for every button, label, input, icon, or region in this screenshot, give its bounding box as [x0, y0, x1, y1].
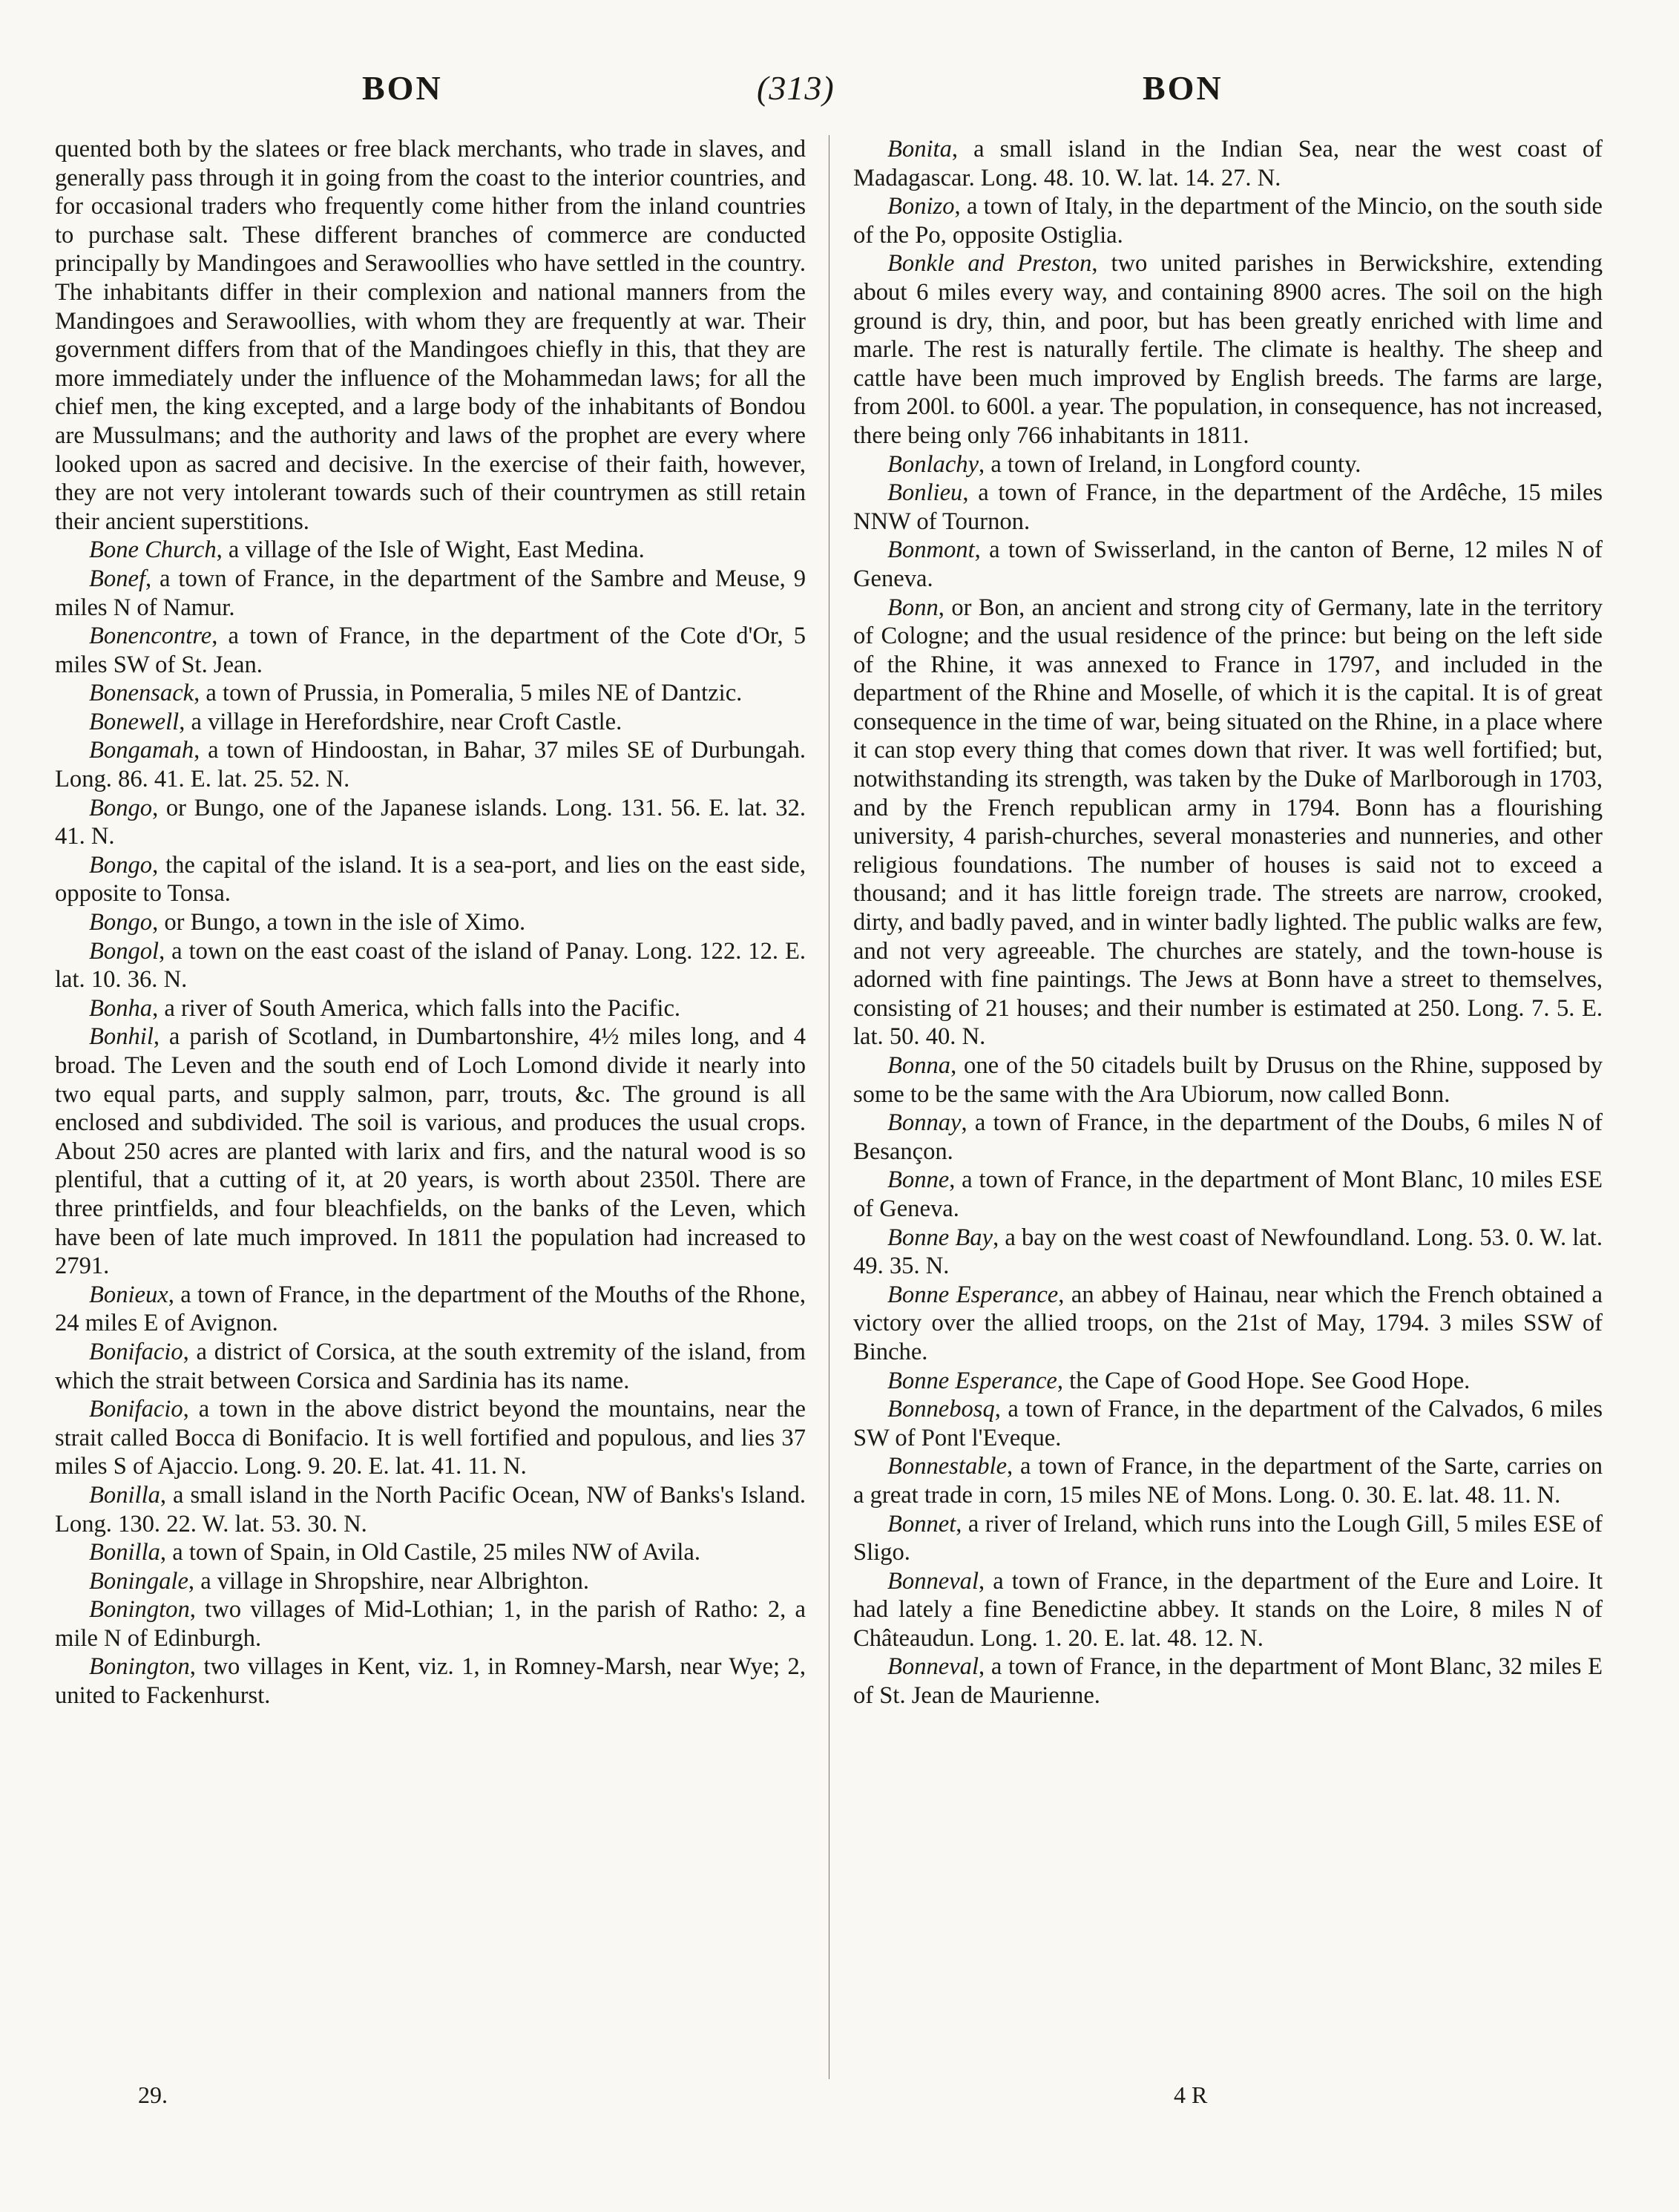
entry-text: , two villages in Kent, viz. 1, in Romney-Marsh, near Wye; 2, united to Fackenhurst.: [55, 1653, 806, 1710]
gazetteer-entry: [55, 908, 806, 937]
gazetteer-entry: [853, 1653, 1603, 1710]
entry-text: , a town of France, in the department of the Sambre and Meuse, 9 miles N of Namur.: [55, 565, 806, 621]
entry-text: , two united parishes in Berwickshire, extending about 6 miles every way, and containing 8900 acres. The soil on the high ground is dry, thin, and poor, but has been greatly enriched with lime and marle. The rest is naturally fertile. The climate is healthy. The sheep and cattle have been much improved by English breeds. The farms are large, from 200l. to 600l. a year. The population, in consequence, has not increased, there being only 766 inhabitants in 1811.: [853, 250, 1603, 449]
entry-headword: Bonilla: [89, 1481, 160, 1509]
running-head-right: BON: [1143, 69, 1223, 107]
entry-headword: Bonne Esperance: [887, 1281, 1059, 1308]
entry-text: , a town of Ireland, in Longford county.: [979, 450, 1361, 478]
entry-headword: Bonneval: [887, 1567, 979, 1595]
gazetteer-entry: [55, 679, 806, 708]
gazetteer-entry: [55, 1595, 806, 1653]
entry-text: , an abbey of Hainau, near which the French obtained a victory over the allied troops, on the 21st of May, 1794. 3 miles SSW of Binche.: [853, 1281, 1603, 1365]
gazetteer-entry: [853, 1567, 1603, 1653]
gazetteer-entry: [853, 249, 1603, 450]
gazetteer-entry: [55, 1281, 806, 1338]
entry-text: , a district of Corsica, at the south extremity of the island, from which the strait between Corsica and Sardinia has its name.: [55, 1338, 806, 1394]
gazetteer-entry: [853, 1051, 1603, 1109]
entry-text: , two villages of Mid-Lothian; 1, in the parish of Ratho: 2, a mile N of Edinburgh.: [55, 1596, 806, 1652]
entry-text: , or Bon, an ancient and strong city of Germany, late in the territory of Cologne; and the usual residence of the prince: but being on the left side of the Rhine, it was annexed to France in 1797, and included in the department of the Rhine and Moselle, of which it is the capital. It is of great consequence in the time of war, being situated on the Rhine, in a place where it can stop every thing that comes down that river. It was well fortified; but, notwithstanding its strength, was taken by the Duke of Marlborough in 1703, and by the French republican army in 1794. Bonn has a flourishing university, 4 parish-churches, several monasteries and nunneries, and other religious foundations. The number of houses is said not to exceed a thousand; and it has little foreign trade. The streets are narrow, crooked, dirty, and badly paved, and in winter badly lighted. The public walks are few, and not very agreeable. The churches are stately, and the town-house is adorned with fine paintings. The Jews at Bonn have a street to themselves, consisting of 21 houses; and their number is estimated at 250. Long. 7. 5. E. lat. 50. 40. N.: [853, 594, 1603, 1051]
entry-text: , the capital of the island. It is a sea-port, and lies on the east side, opposite to Tonsa.: [55, 851, 806, 908]
gazetteer-entry: [55, 736, 806, 793]
entry-headword: Bongo: [89, 851, 153, 879]
entry-headword: Bone Church: [89, 536, 217, 564]
gazetteer-entry: [55, 1481, 806, 1538]
entry-text: , a town of Italy, in the department of the Mincio, on the south side of the Po, opposite Ostiglia.: [853, 193, 1603, 249]
running-head-left: BON: [362, 69, 443, 107]
entry-text: , a town of France, in the department of the Calvados, 6 miles SW of Pont l'Eveque.: [853, 1396, 1603, 1451]
gazetteer-entry: [853, 1367, 1603, 1396]
gazetteer-entry: [853, 1281, 1603, 1367]
gazetteer-entry: [853, 1109, 1603, 1166]
gazetteer-entry: [55, 1395, 806, 1481]
right-column: [853, 135, 1603, 1710]
entry-text: , a village in Shropshire, near Albrighton.: [188, 1567, 590, 1595]
entry-text: , a parish of Scotland, in Dumbartonshire, 4½ miles long, and 4 broad. The Leven and the south end of Loch Lomond divide it nearly into two equal parts, and supply salmon, parr, trouts, &c. The ground is all enclosed and subdivided. The soil is various, and produces the usual crops. About 250 acres are planted with larix and firs, and the natural wood is so plentiful, that a cutting of it, at 20 years, is worth about 2350l. There are three printfields, and four bleachfields, on the banks of the Leven, which have been of late much improved. In 1811 the population had increased to 2791.: [55, 1023, 806, 1280]
gazetteer-entry: [853, 536, 1603, 593]
gazetteer-entry: [55, 565, 806, 622]
entry-headword: Bonkle and Preston: [887, 250, 1092, 278]
entry-headword: Bonencontre: [89, 623, 212, 650]
gazetteer-entry: [55, 851, 806, 908]
entry-headword: Bonneval: [887, 1653, 979, 1681]
entry-text: , a town of France, in the department of the Cote d'Or, 5 miles SW of St. Jean.: [55, 623, 806, 678]
entry-headword: Bonnay: [887, 1109, 962, 1137]
entry-text: , a town of Prussia, in Pomeralia, 5 miles NE of Dantzic.: [194, 680, 743, 707]
gazetteer-entry: [55, 794, 806, 851]
gazetteer-entry: [55, 536, 806, 565]
entry-text: , one of the 50 citadels built by Drusus on the Rhine, supposed by some to be the same with the Ara Ubiorum, now called Bonn.: [853, 1052, 1603, 1108]
gazetteer-entry: [55, 622, 806, 679]
entry-headword: Bongo: [89, 794, 153, 821]
entry-text: , the Cape of Good Hope. See Good Hope.: [1057, 1367, 1471, 1394]
entry-headword: Bonlieu: [887, 479, 963, 507]
entry-text: , a bay on the west coast of Newfoundland. Long. 53. 0. W. lat. 49. 35. N.: [853, 1224, 1603, 1280]
gazetteer-entry: [853, 1224, 1603, 1281]
entry-headword: Bonef: [89, 565, 145, 592]
entry-text: , a town in the above district beyond the mountains, near the strait called Bocca di Bonifacio. It is well fortified and populous, and lies 37 miles S of Ajaccio. Long. 9. 20. E. lat. 41. 11. N.: [55, 1396, 806, 1480]
left-column: [55, 135, 806, 1710]
entry-text: , or Bungo, one of the Japanese islands. Long. 131. 56. E. lat. 32. 41. N.: [55, 794, 806, 850]
entry-headword: Boningale: [89, 1567, 188, 1595]
gazetteer-entry: [853, 1510, 1603, 1567]
gazetteer-entry: [55, 1538, 806, 1567]
entry-headword: Bongol: [89, 937, 160, 965]
gazetteer-entry: [853, 192, 1603, 249]
entry-headword: Bonne: [887, 1166, 950, 1194]
entry-headword: Bonilla: [89, 1539, 160, 1566]
entry-text: , a town of France, in the department of Mont Blanc, 32 miles E of St. Jean de Maurienne.: [853, 1653, 1603, 1710]
gazetteer-entry: [55, 135, 806, 536]
entry-text: quented both by the slatees or free black merchants, who trade in slaves, and generally pass through it in going from the coast to the interior countries, and for occasional traders who frequently come hither from the inland countries to purchase salt. These different branches of commerce are conducted principally by Mandingoes and Serawoollies who have settled in the country. The inhabitants differ in their complexion and national manners from the Mandingoes and Serawoollies, with whom they are frequently at war. Their government differs from that of the Mandingoes chiefly in this, that they are more immediately under the influence of the Mohammedan laws; for all the chief men, the king excepted, and a large body of the inhabitants of Bondou are Mussulmans; and the authority and laws of the prophet are every where looked upon as sacred and decisive. In the exercise of their faith, however, they are not very intolerant towards such of their countrymen as still retain their ancient superstitions.: [55, 136, 806, 535]
gazetteer-entry: [55, 1023, 806, 1280]
entry-headword: Bonington: [89, 1653, 190, 1681]
entry-text: , a small island in the North Pacific Ocean, NW of Banks's Island. Long. 130. 22. W. lat. 53. 30. N.: [55, 1481, 806, 1537]
entry-text: , a village in Herefordshire, near Croft Castle.: [179, 708, 622, 735]
entry-text: , a town of France, in the department of the Ardêche, 15 miles NNW of Tournon.: [853, 479, 1603, 535]
gazetteer-entry: [853, 1452, 1603, 1509]
entry-headword: Bonensack: [89, 680, 194, 707]
gazetteer-entry: [853, 1166, 1603, 1223]
entry-headword: Bonifacio: [89, 1396, 183, 1423]
entry-headword: Bonha: [89, 994, 153, 1022]
entry-text: , a village of the Isle of Wight, East Medina.: [216, 536, 645, 564]
gazetteer-entry: [853, 135, 1603, 192]
entry-text: , a town of France, in the department of Mont Blanc, 10 miles ESE of Geneva.: [853, 1166, 1603, 1222]
entry-headword: Bonnestable: [887, 1453, 1008, 1480]
entry-text: , a river of South America, which falls into the Pacific.: [152, 994, 681, 1022]
entry-headword: Bonn: [887, 594, 939, 621]
entry-headword: Bonewell: [89, 708, 180, 735]
entry-text: , a town of France, in the department of the Mouths of the Rhone, 24 miles E of Avignon.: [55, 1281, 806, 1337]
gazetteer-entry: [55, 708, 806, 737]
entry-headword: Bonnebosq: [887, 1396, 995, 1423]
entry-text: , a town of Swisserland, in the canton of Berne, 12 miles N of Geneva.: [853, 536, 1603, 592]
entry-headword: Bonmont: [887, 536, 975, 564]
entry-text: , a town of France, in the department of the Doubs, 6 miles N of Besançon.: [853, 1109, 1603, 1165]
entry-text: , a river of Ireland, which runs into the Lough Gill, 5 miles ESE of Sligo.: [853, 1510, 1603, 1566]
gazetteer-entry: [853, 450, 1603, 479]
entry-text: , a town of France, in the department of the Sarte, carries on a great trade in corn, 15 miles NE of Mons. Long. 0. 30. E. lat. 48. 11. N.: [853, 1453, 1603, 1509]
entry-text: , or Bungo, a town in the isle of Ximo.: [152, 909, 526, 936]
entry-headword: Bonne Bay: [887, 1224, 993, 1251]
entry-headword: Bonieux: [89, 1281, 168, 1308]
entry-headword: Bonlachy: [887, 450, 979, 478]
gazetteer-entry: [55, 937, 806, 994]
entry-headword: Bonne Esperance: [887, 1367, 1057, 1394]
entry-headword: Bonnet: [887, 1510, 956, 1537]
signature-mark-right: 4 R: [1174, 2081, 1208, 2108]
entry-headword: Bonizo: [887, 193, 955, 220]
gazetteer-entry: [55, 1653, 806, 1710]
entry-text: , a town on the east coast of the island of Panay. Long. 122. 12. E. lat. 10. 36. N.: [55, 937, 806, 994]
gazetteer-entry: [55, 994, 806, 1023]
entry-headword: Bonita: [887, 136, 952, 163]
gazetteer-entry: [55, 1567, 806, 1596]
gazetteer-entry: [55, 1338, 806, 1395]
entry-headword: Bonington: [89, 1596, 190, 1624]
entry-headword: Bonhil: [89, 1023, 154, 1051]
gazetteer-entry: [853, 1395, 1603, 1452]
entry-headword: Bongo: [89, 909, 153, 936]
entry-text: , a town of France, in the department of the Eure and Loire. It had lately a fine Benedictine abbey. It stands on the Loire, 8 miles N of Châteaudun. Long. 1. 20. E. lat. 48. 12. N.: [853, 1567, 1603, 1652]
entry-text: , a small island in the Indian Sea, near the west coast of Madagascar. Long. 48. 10. W. lat. 14. 27. N.: [853, 136, 1603, 191]
entry-headword: Bonifacio: [89, 1338, 183, 1365]
entry-text: , a town of Spain, in Old Castile, 25 miles NW of Avila.: [160, 1539, 701, 1566]
gazetteer-entry: [853, 479, 1603, 536]
gazetteer-entry: [853, 594, 1603, 1052]
entry-text: , a town of Hindoostan, in Bahar, 37 miles SE of Durbungah. Long. 86. 41. E. lat. 25. 52. N.: [55, 737, 806, 793]
page-number: (313): [757, 69, 835, 107]
entry-headword: Bongamah: [89, 737, 194, 764]
entry-headword: Bonna: [887, 1052, 951, 1079]
signature-mark-left: 29.: [138, 2081, 168, 2108]
